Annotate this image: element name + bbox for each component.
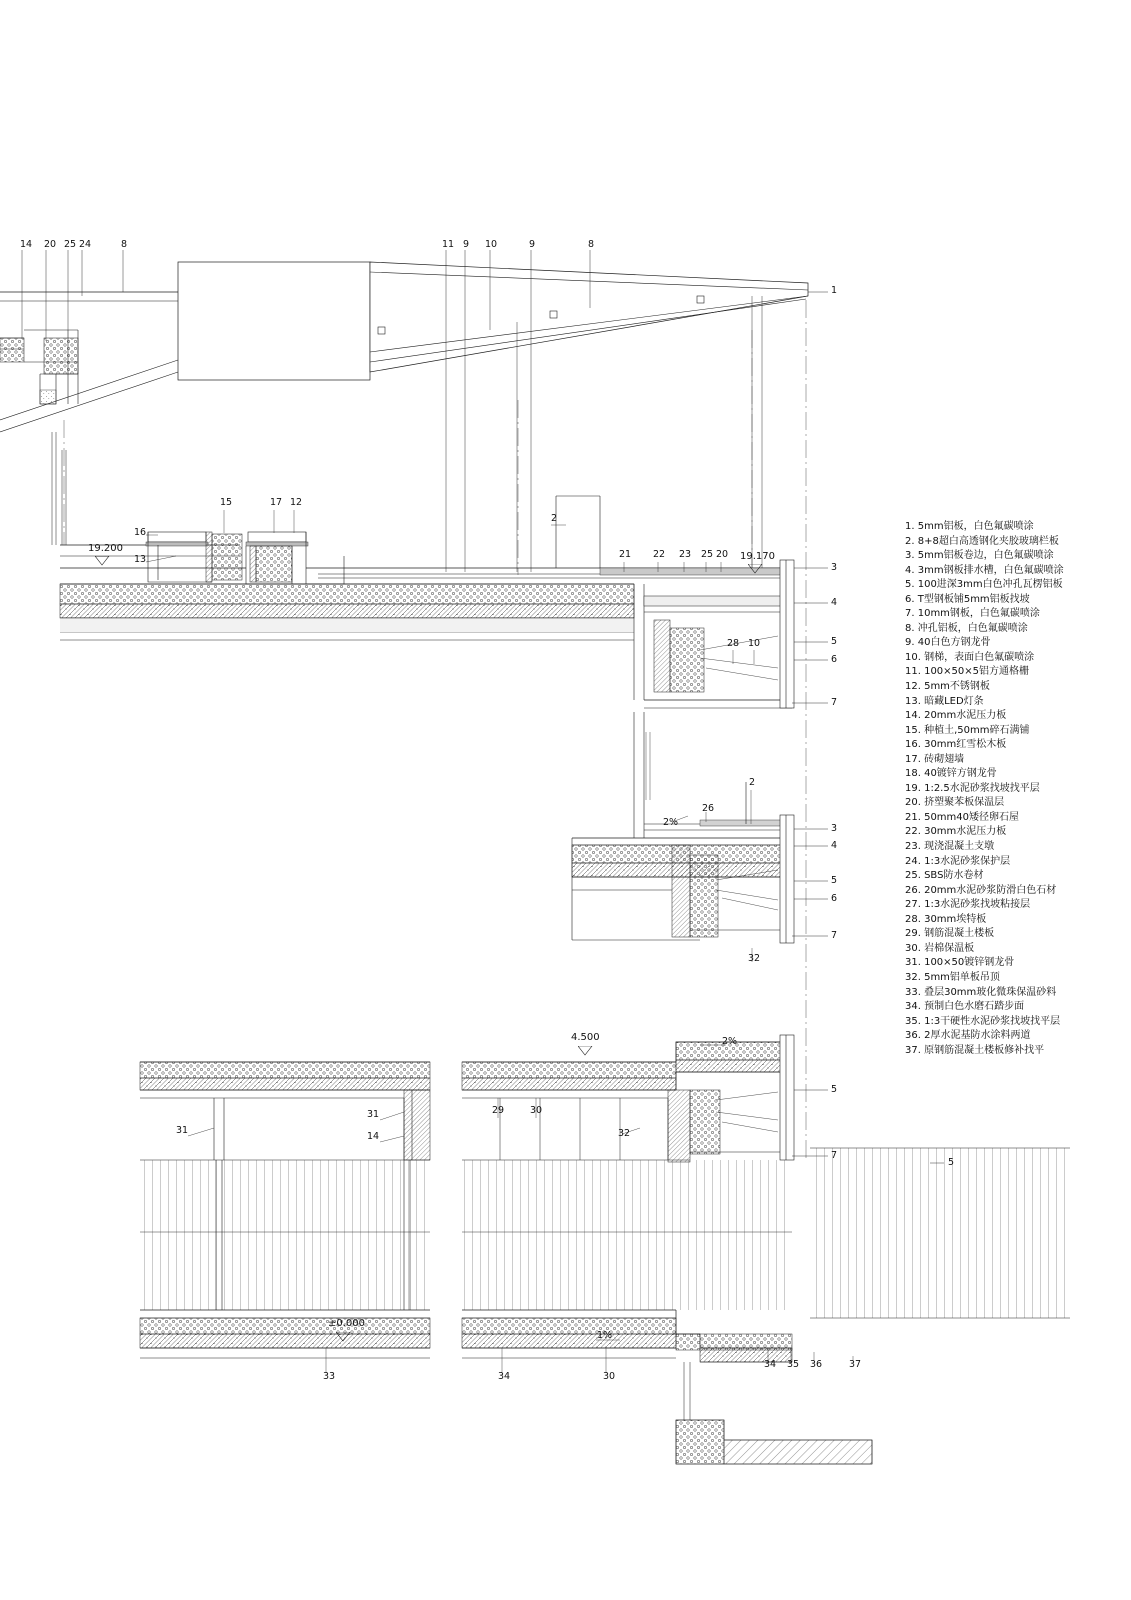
legend-item: 27. 1:3水泥砂浆找坡粘接层: [905, 899, 1031, 911]
legend-item: 12. 5mm不锈钢板: [905, 681, 990, 693]
legend-item: 29. 钢筋混凝土楼板: [905, 928, 995, 940]
callout-tag: 35: [787, 1359, 800, 1370]
callout-tag: 37: [849, 1359, 862, 1370]
level-symbol-19170: [748, 564, 764, 574]
level-symbol-4500: [578, 1046, 594, 1056]
callout-tag: 3: [831, 562, 838, 573]
callout-tag: 5: [831, 636, 838, 647]
callout-tag: 3: [831, 823, 838, 834]
callout-tag: 14: [20, 239, 33, 250]
callout-tag: 33: [323, 1371, 336, 1382]
legend-item: 24. 1:3水泥砂浆保护层: [905, 855, 1011, 867]
legend-item: 35. 1:3干硬性水泥砂浆找坡找平层: [905, 1015, 1061, 1027]
callout-tag: 9: [529, 239, 536, 250]
legend-item: 22. 30mm水泥压力板: [905, 826, 1007, 838]
legend-item: 6. T型钢板铺5mm铝板找坡: [905, 593, 1030, 605]
level-marker-4500: 4.500: [571, 1032, 600, 1043]
callout-tag: 8: [588, 239, 595, 250]
callout-tag: 4: [831, 840, 838, 851]
callout-tag: 36: [810, 1359, 823, 1370]
legend-item: 31. 100×50镀锌钢龙骨: [905, 957, 1015, 969]
callout-tag: 4: [831, 597, 838, 608]
callout-tag: 22: [653, 549, 666, 560]
level-symbol-zero: [336, 1332, 352, 1342]
callout-tag: 10: [748, 638, 761, 649]
callout-tag: 24: [79, 239, 92, 250]
callout-tag: 26: [702, 803, 715, 814]
callout-tag: 25: [64, 239, 77, 250]
callout-tag: 23: [679, 549, 692, 560]
callout-tag: 5: [831, 875, 838, 886]
callout-tag: 25: [701, 549, 714, 560]
legend-item: 28. 30mm埃特板: [905, 913, 987, 925]
slope-label-upper: 2%: [663, 817, 679, 828]
legend-item: 10. 钢梯，表面白色氟碳喷涂: [905, 651, 1035, 663]
callout-tag: 16: [134, 527, 147, 538]
legend-item: 15. 种植土,50mm碎石满铺: [905, 724, 1030, 736]
callout-tag: 15: [220, 497, 233, 508]
callout-tag: 7: [831, 930, 838, 941]
callout-tag: 29: [492, 1105, 505, 1116]
legend-item: 7. 10mm钢板，白色氟碳喷涂: [905, 608, 1040, 620]
legend-item: 16. 30mm红雪松木板: [905, 739, 1007, 751]
legend-item: 25. SBS防水卷材: [905, 870, 984, 882]
legend-item: 32. 5mm铝单板吊顶: [905, 971, 1000, 983]
callout-tag: 20: [716, 549, 729, 560]
material-legend-list: [905, 520, 1125, 1058]
legend-item: 33. 叠层30mm玻化微珠保温砂料: [905, 986, 1057, 998]
callout-tag: 5: [831, 1084, 838, 1095]
level-marker-19170: 19.170: [740, 551, 775, 562]
legend-item: 11. 100×50×5铝方通格栅: [905, 666, 1030, 678]
legend-item: 26. 20mm水泥砂浆防滑白色石材: [905, 884, 1057, 896]
legend-item: 21. 50mm40矮径卵石屋: [905, 811, 1020, 823]
legend-item: 37. 原钢筋混凝土楼板修补找平: [905, 1044, 1045, 1056]
legend-item: 23. 现浇混凝土支墩: [905, 841, 995, 853]
legend-item: 17. 砖砌翅墙: [905, 753, 965, 765]
slope-label-lower: 1%: [597, 1330, 613, 1341]
callout-tag: 1: [831, 285, 838, 296]
legend-item: 1. 5mm铝板，白色氟碳喷涂: [905, 521, 1034, 532]
callout-tag: 31: [367, 1109, 380, 1120]
callout-tag: 30: [603, 1371, 616, 1382]
legend-item: 13. 暗藏LED灯条: [905, 695, 984, 707]
slope-label-mid: 2%: [722, 1036, 738, 1047]
callout-tag: 31: [176, 1125, 189, 1136]
legend-item: 14. 20mm水泥压力板: [905, 710, 1007, 722]
legend-item: 30. 岩棉保温板: [905, 942, 975, 954]
legend-item: 4. 3mm钢板排水槽，白色氟碳喷涂: [905, 564, 1064, 576]
legend-item: 8. 冲孔铝板，白色氟碳喷涂: [905, 622, 1028, 634]
legend-item: 3. 5mm铝板卷边，白色氟碳喷涂: [905, 550, 1054, 562]
legend-item: 19. 1:2.5水泥砂浆找坡找平层: [905, 782, 1040, 794]
callout-tag: 28: [727, 638, 740, 649]
legend-item: 36. 2厚水泥基防水涂料两道: [905, 1030, 1031, 1042]
callout-tag: 21: [619, 549, 632, 560]
callout-tag: 10: [485, 239, 498, 250]
legend-item: 20. 挤塑聚苯板保温层: [905, 797, 1005, 809]
callout-tag: 13: [134, 554, 147, 565]
legend-item: 9. 40白色方钢龙骨: [905, 637, 991, 649]
callout-tag: 12: [290, 497, 303, 508]
callout-tag: 14: [367, 1131, 380, 1142]
callout-tag: 7: [831, 697, 838, 708]
callout-tag: 8: [121, 239, 128, 250]
callout-tag: 11: [442, 239, 455, 250]
callout-tag: 20: [44, 239, 57, 250]
level-marker-19200: 19.200: [88, 543, 123, 554]
callout-tag: 6: [831, 654, 838, 665]
callout-tag: 34: [498, 1371, 511, 1382]
callout-tag: 2: [749, 777, 756, 788]
callout-tag: 5: [948, 1157, 955, 1168]
level-marker-zero: ±0.000: [328, 1318, 366, 1329]
level-symbol-19200: [95, 556, 111, 566]
legend-item: 2. 8+8超白高透钢化夹胶玻璃栏板: [905, 535, 1059, 547]
legend-item: 34. 预制白色水磨石踏步面: [905, 1001, 1025, 1013]
callout-tag: 9: [463, 239, 470, 250]
callout-tag: 2: [551, 513, 558, 524]
legend-item: 18. 40镀锌方钢龙骨: [905, 768, 997, 780]
callout-tag: 32: [618, 1128, 631, 1139]
callout-tag: 6: [831, 893, 838, 904]
callout-tag: 17: [270, 497, 283, 508]
legend-item: 5. 100进深3mm白色冲孔瓦楞铝板: [905, 579, 1063, 591]
callout-tag: 30: [530, 1105, 543, 1116]
callout-tag: 7: [831, 1150, 838, 1161]
callout-tag: 32: [748, 953, 761, 964]
callout-tag: 34: [764, 1359, 777, 1370]
